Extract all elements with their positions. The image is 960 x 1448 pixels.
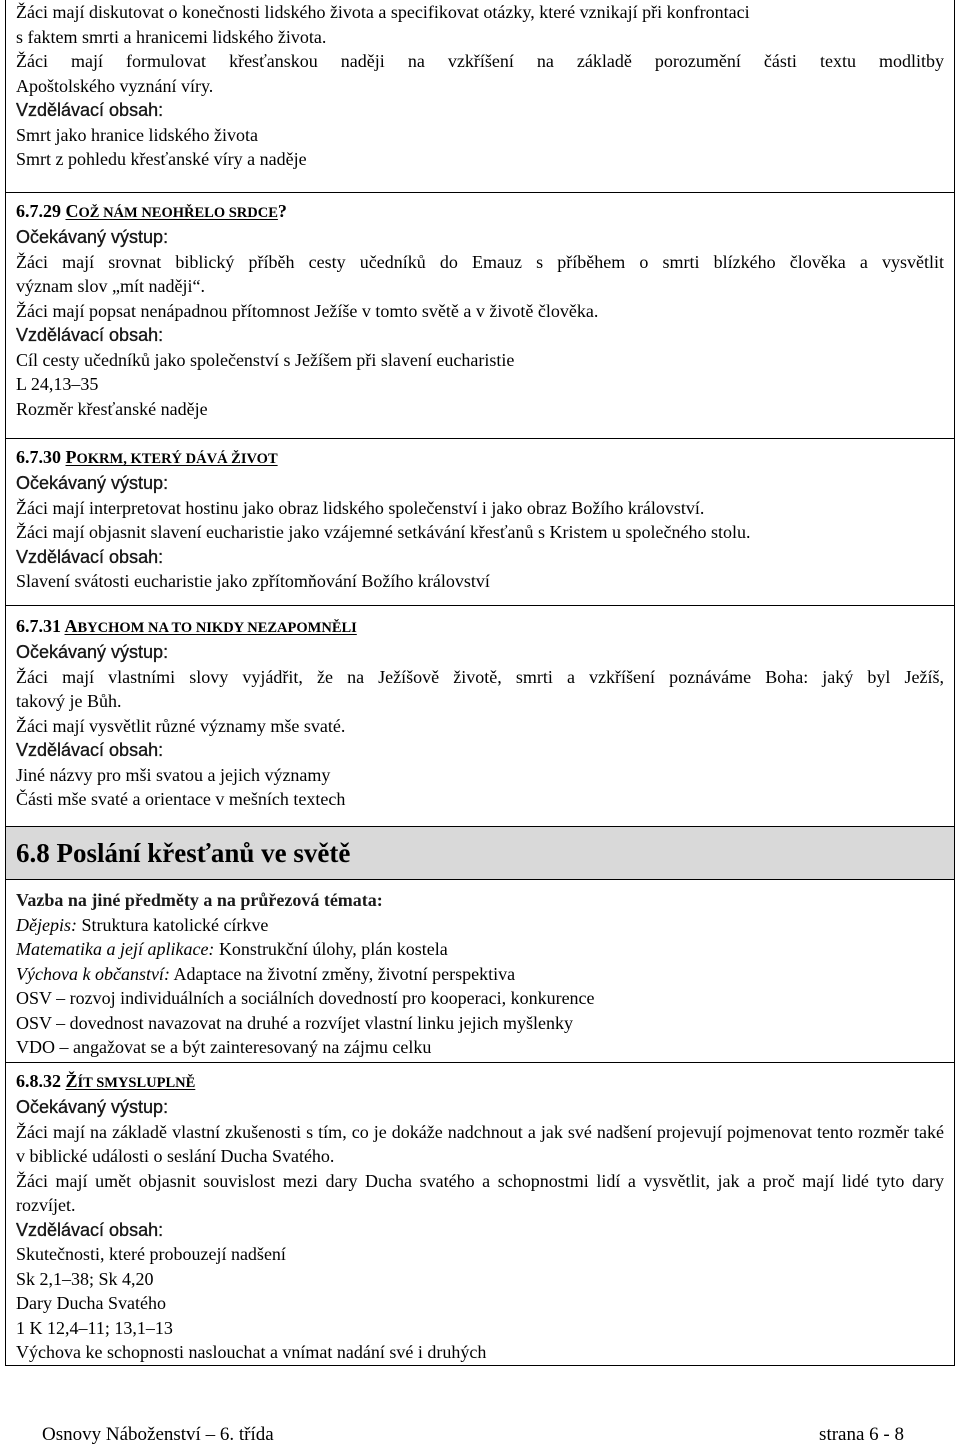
content-label: Vzdělávací obsah: (16, 1219, 164, 1240)
chapter-heading-row (6, 826, 954, 879)
outcome-label: Očekávaný výstup: (16, 473, 169, 493)
outcome-label: Očekávaný výstup: (16, 642, 169, 662)
section-6-7-31 (6, 605, 954, 826)
cross-curricular-links (6, 879, 954, 1062)
section-title: 6.7.29 COŽ NÁM NEOHŘELO SRDCE? (16, 201, 287, 221)
link-line: OSV – rozvoj individuálních a sociálních dovedností pro kooperaci, konkurence (16, 988, 595, 1008)
content-line: Slavení svátosti eucharistie jako zpřítomňování Božího království (16, 571, 490, 591)
section-6-7-30 (6, 438, 954, 605)
outcome-paragraph: Žáci mají na základě vlastní zkušenosti s tím, co je dokáže nadchnout a jak své nadšení projevují pojmenovat tento rozměr také v biblické události o seslání Ducha Svatého. (16, 1121, 944, 1166)
outcome-line: Žáci mají formulovat křesťanskou naději na vzkříšení na základě porozumění části textu modlitby (16, 51, 944, 71)
outcome-line: význam slov „mít naději“. (16, 276, 205, 296)
footer-page-number: strana 6 - 8 (819, 1424, 904, 1445)
content-label: Vzdělávací obsah: (16, 100, 164, 120)
content-line: Výchova ke schopnosti naslouchat a vnímat nadání své i druhých (16, 1342, 487, 1362)
content-line: Skutečnosti, které probouzejí nadšení (16, 1244, 286, 1264)
link-line: Matematika a její aplikace: Konstrukční úlohy, plán kostela (16, 939, 448, 959)
link-line: VDO – angažovat se a být zainteresovaný na zájmu celku (16, 1037, 432, 1057)
content-line: Části mše svaté a orientace v mešních textech (16, 789, 346, 809)
content-label: Vzdělávací obsah: (16, 546, 164, 567)
link-line: Výchova k občanství: Adaptace na životní změny, životní perspektiva (16, 963, 516, 984)
content-line: 1 K 12,4–11; 13,1–13 (16, 1317, 173, 1338)
content-label: Vzdělávací obsah: (16, 325, 164, 345)
section-6-7-29 (6, 192, 954, 438)
outcome-line: takový je Bůh. (16, 691, 122, 711)
outcome-line: Žáci mají popsat nenápadnou přítomnost Ježíše v tomto světě a v životě člověka. (16, 300, 599, 321)
section-6-8-32 (6, 1062, 954, 1366)
outcome-line: Žáci mají vysvětlit různé významy mše svaté. (16, 715, 346, 736)
page-footer (42, 1422, 904, 1448)
outcome-line: Žáci mají interpretovat hostinu jako obraz lidského společenství i jako obraz Božího království. (16, 497, 705, 518)
curriculum-table (5, 0, 955, 1366)
outcome-label: Očekávaný výstup: (16, 1097, 169, 1117)
link-line: Dějepis: Struktura katolické církve (16, 914, 269, 935)
content-line: Rozměr křesťanské naděje (16, 398, 208, 419)
content-line: Jiné názvy pro mši svatou a jejich významy (16, 764, 331, 785)
outcome-line: Žáci mají objasnit slavení eucharistie jako vzájemné setkávání křesťanů s Kristem u společného stolu. (16, 522, 751, 542)
outcome-line: Žáci mají srovnat biblický příběh cesty učedníků do Emauz s příběhem o smrti blízkého člověka a vysvětlit (16, 251, 944, 272)
continued-section (6, 0, 954, 192)
outcome-line: Žáci mají vlastními slovy vyjádřit, že na Ježíšově životě, smrti a vzkříšení poznáváme Boha: jaký byl Ježíš, (16, 666, 944, 687)
links-label: Vazba na jiné předměty a na průřezová témata: (16, 890, 383, 910)
outcome-line: Apoštolského vyznání víry. (16, 75, 214, 96)
content-line: Smrt jako hranice lidského života (16, 124, 258, 145)
content-line: Sk 2,1–38; Sk 4,20 (16, 1268, 154, 1289)
content-label: Vzdělávací obsah: (16, 740, 164, 760)
outcome-paragraph: Žáci mají umět objasnit souvislost mezi dary Ducha svatého a schopnostmi lidí a vysvětlit, jak a proč mají lidé tyto dary rozvíjet. (16, 1170, 944, 1215)
content-line: L 24,13–35 (16, 374, 99, 394)
content-line: Cíl cesty učedníků jako společenství s Ježíšem při slavení eucharistie (16, 349, 515, 370)
content-line: Dary Ducha Svatého (16, 1293, 166, 1313)
chapter-heading: 6.8 Poslání křesťanů ve světě (16, 838, 351, 868)
section-title: 6.7.31 ABYCHOM NA TO NIKDY NEZAPOMNĚLI (16, 616, 357, 636)
outcome-label: Očekávaný výstup: (16, 227, 169, 247)
content-line: Smrt z pohledu křesťanské víry a naděje (16, 149, 307, 169)
section-title: 6.7.30 POKRM, KTERÝ DÁVÁ ŽIVOT (16, 447, 278, 467)
link-line: OSV – dovednost navazovat na druhé a rozvíjet vlastní linku jejich myšlenky (16, 1012, 574, 1033)
footer-document-title: Osnovy Náboženství – 6. třída (42, 1424, 274, 1445)
section-title: 6.8.32 ŽÍT SMYSLUPLNĚ (16, 1071, 196, 1091)
outcome-line: Žáci mají diskutovat o konečnosti lidského života a specifikovat otázky, které vznikají při konfrontaci (16, 2, 750, 22)
outcome-line: s faktem smrti a hranicemi lidského života. (16, 26, 327, 47)
